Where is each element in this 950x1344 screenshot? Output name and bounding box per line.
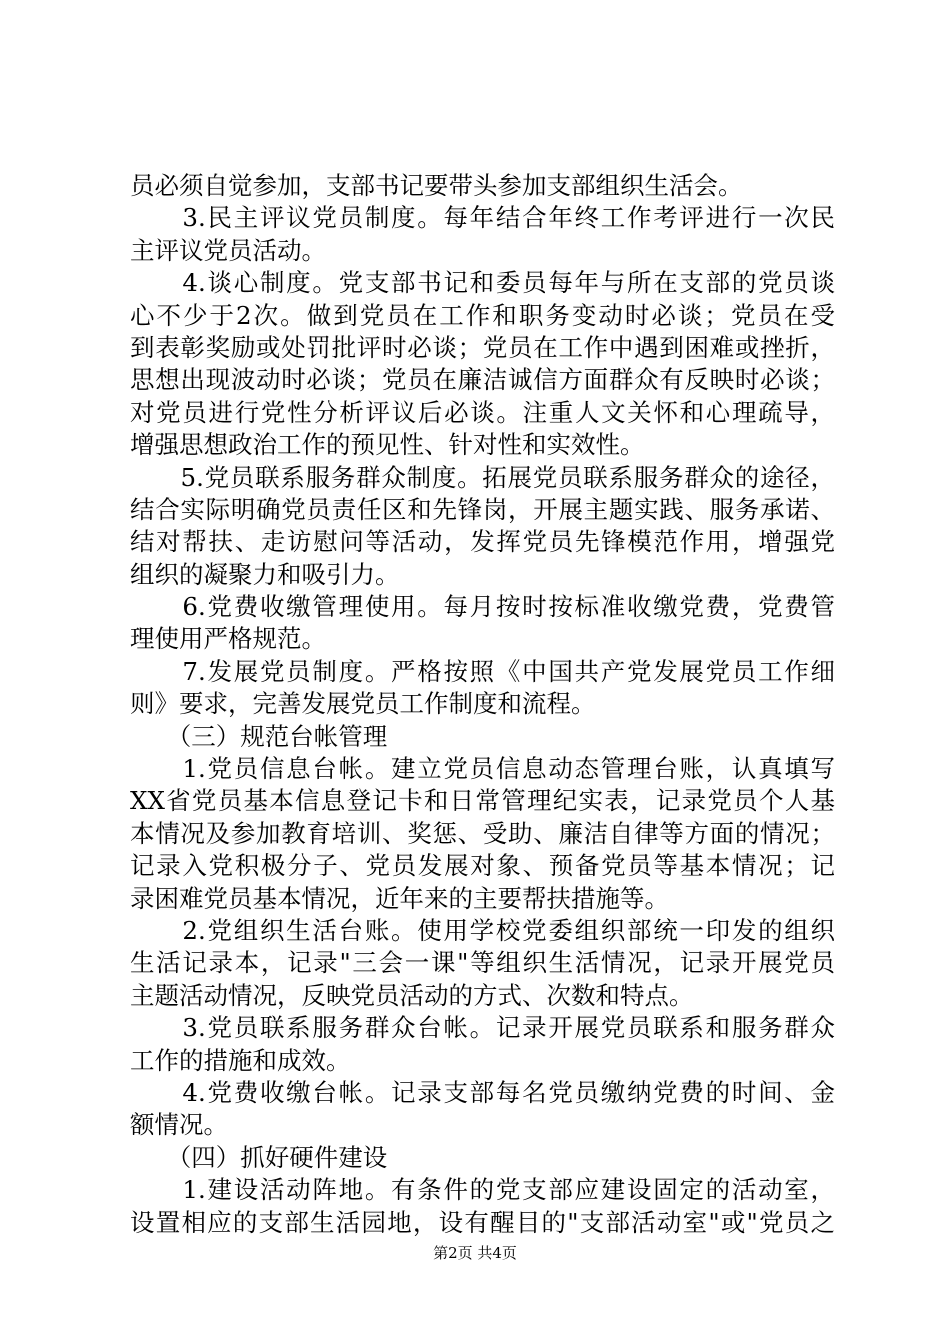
text-line: 4.党费收缴台帐。记录支部每名党员缴纳党费的时间、金 xyxy=(130,1077,835,1107)
text-line: 则》要求，完善发展党员工作制度和流程。 xyxy=(130,689,596,719)
text-line: 主评议党员活动。 xyxy=(130,235,326,265)
text-line: 理使用严格规范。 xyxy=(130,624,326,654)
text-line: 6.党费收缴管理使用。每月按时按标准收缴党费，党费管 xyxy=(130,592,835,622)
text-line: 结合实际明确党员责任区和先锋岗，开展主题实践、服务承诺、 xyxy=(130,494,835,524)
text-line: 到表彰奖励或处罚批评时必谈；党员在工作中遇到困难或挫折， xyxy=(130,332,835,362)
text-line: 本情况及参加教育培训、奖惩、受助、廉洁自律等方面的情况； xyxy=(130,818,835,848)
text-line: 3.民主评议党员制度。每年结合年终工作考评进行一次民 xyxy=(130,203,835,233)
text-line: XX省党员基本信息登记卡和日常管理纪实表，记录党员个人基 xyxy=(130,786,835,816)
text-line: 思想出现波动时必谈；党员在廉洁诚信方面群众有反映时必谈； xyxy=(130,365,835,395)
text-line: 员必须自觉参加，支部书记要带头参加支部组织生活会。 xyxy=(130,171,743,200)
text-line: 组织的凝聚力和吸引力。 xyxy=(130,559,400,589)
text-line: 录困难党员基本情况，近年来的主要帮扶措施等。 xyxy=(130,883,669,913)
text-line: 1.建设活动阵地。有条件的党支部应建设固定的活动室， xyxy=(130,1175,835,1205)
text-line: 增强思想政治工作的预见性、针对性和实效性。 xyxy=(130,430,645,460)
text-line: 额情况。 xyxy=(130,1110,228,1140)
text-line: （三）规范台帐管理 xyxy=(130,721,388,751)
text-line: 设置相应的支部生活园地，设有醒目的"支部活动室"或"党员之 xyxy=(130,1207,835,1237)
text-line: 工作的措施和成效。 xyxy=(130,1045,351,1075)
text-line: 主题活动情况，反映党员活动的方式、次数和特点。 xyxy=(130,980,694,1010)
text-line: 1.党员信息台帐。建立党员信息动态管理台账，认真填写 xyxy=(130,754,835,784)
text-line: 记录入党积极分子、党员发展对象、预备党员等基本情况；记 xyxy=(130,851,835,881)
page-footer: 第2页 共4页 xyxy=(433,1244,517,1262)
text-line: 5.党员联系服务群众制度。拓展党员联系服务群众的途径， xyxy=(130,462,835,492)
text-line: 3.党员联系服务群众台帐。记录开展党员联系和服务群众 xyxy=(130,1013,835,1043)
text-line: （四）抓好硬件建设 xyxy=(130,1142,388,1172)
text-line: 心不少于2次。做到党员在工作和职务变动时必谈；党员在受 xyxy=(130,300,835,330)
text-line: 结对帮扶、走访慰问等活动，发挥党员先锋模范作用，增强党 xyxy=(130,527,835,557)
text-line: 对党员进行党性分析评议后必谈。注重人文关怀和心理疏导， xyxy=(130,397,835,427)
text-line: 2.党组织生活台账。使用学校党委组织部统一印发的组织 xyxy=(130,915,835,945)
text-line: 7.发展党员制度。严格按照《中国共产党发展党员工作细 xyxy=(130,656,835,686)
text-line: 4.谈心制度。党支部书记和委员每年与所在支部的党员谈 xyxy=(130,268,835,298)
text-line: 生活记录本，记录"三会一课"等组织生活情况，记录开展党员 xyxy=(130,948,835,978)
document-body xyxy=(130,170,835,1239)
